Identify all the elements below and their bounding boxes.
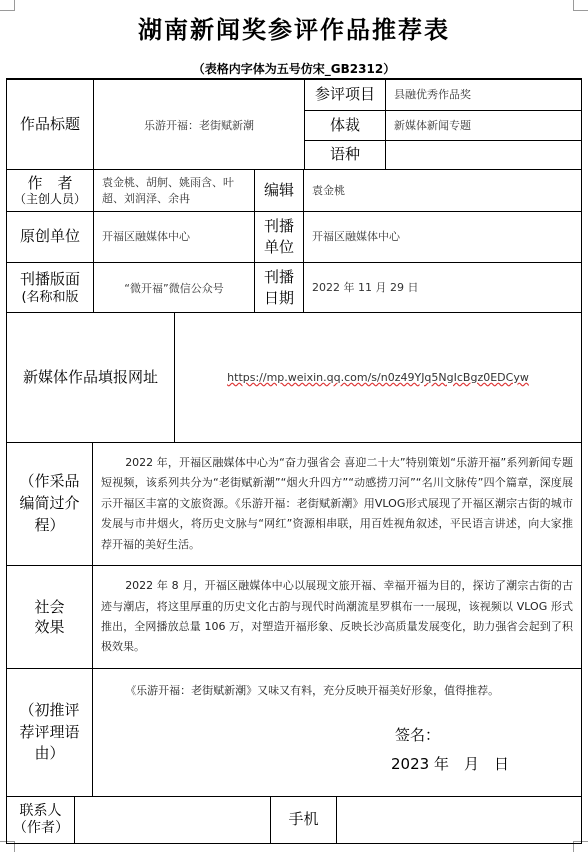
signature-label: 签名： <box>395 726 441 744</box>
publish-unit-label-line2: 单位 <box>263 238 294 256</box>
contact-value <box>75 797 270 843</box>
contact-label: 联系人（作者） <box>13 802 69 836</box>
phone-label: 手机 <box>288 810 319 829</box>
publish-date-label-line2: 日期 <box>263 288 294 307</box>
language-label: 语种 <box>329 145 360 164</box>
page-title: 湖南新闻奖参评作品推荐表 <box>138 16 450 44</box>
authors-value: 袁金桃、胡舸、姚雨含、叶超、刘润泽、余冉 <box>102 175 234 205</box>
original-unit-value: 开福区融媒体中心 <box>102 230 190 244</box>
work-url-link[interactable]: https://mp.weixin.qq.com/s/n0z49YJq5NgIcBgz0EDCyw <box>227 371 529 384</box>
intro-label: （作采品编简过介程） <box>19 472 80 534</box>
author-label-line2: （主创人员） <box>13 192 86 207</box>
recommend-text: 《乐游开福：老街赋新潮》又味又有料，充分反映开福美好形象，值得推荐。 <box>125 684 500 697</box>
genre-value: 新媒体新闻专题 <box>394 118 471 132</box>
publish-date-label-line1: 刊播 <box>263 267 294 286</box>
effect-label: 社会效果 <box>34 597 65 636</box>
language-value <box>386 141 581 169</box>
table-border-right <box>581 78 582 844</box>
work-title-value: 乐游开福：老街赋新潮 <box>144 118 254 132</box>
intro-text: 2022 年，开福区融媒体中心为“奋力强省会 喜迎二十大”特别策划“乐游开福”系列新闻专题短视频，该系列共分为“老街赋新潮”“烟火升四方”“动感捞刀河”“名川文脉传”四个篇章，深度展示开福区丰富的文旅资源。《乐游开福：老街赋新潮》用VLOG形式展现了开福区潮宗古街的城市发展与市井烟火，将历史文脉与“网红”资源相串联，用百姓视角叙述，平民语言讲述，向大家推荐开福的美好生活。 <box>101 456 573 551</box>
effect-text: 2022 年 8 月，开福区融媒体中心以展现文旅开福、幸福开福为目的，探访了潮宗古街的古迹与潮店，将这里厚重的历史文化古韵与现代时尚潮流星罗棋布一一展现，该视频以 VLOG 形式推出，全网播放总量 106 万，对塑造开福形象、反映长沙高质量发展变化，助力强省会起到了积极效果。 <box>101 579 573 654</box>
work-title-label: 作品标题 <box>19 114 80 133</box>
editor-value: 袁金桃 <box>312 183 345 197</box>
publish-date-label <box>255 263 303 312</box>
author-label <box>7 170 93 211</box>
publish-section-label <box>7 263 93 312</box>
recommend-label: （初推评荐评理语由） <box>19 700 80 763</box>
category-item-label: 参评项目 <box>314 85 375 104</box>
genre-label: 体裁 <box>329 115 360 134</box>
publish-date-value: 2022 年 11 月 29 日 <box>312 280 419 294</box>
table-border-bottom <box>6 843 582 844</box>
publish-section-label-line2: (名称和版 <box>21 289 79 305</box>
original-unit-label: 原创单位 <box>19 227 80 246</box>
publish-section-label-line1: 刊播版面 <box>19 269 80 288</box>
url-cell <box>175 313 581 442</box>
sign-date: 2023 年 月 日 <box>391 755 509 773</box>
page-subtitle: （表格内字体为五号仿宋_GB2312） <box>192 62 396 76</box>
author-label-line1: 作 者 <box>27 173 73 192</box>
editor-label: 编辑 <box>263 180 294 199</box>
url-label: 新媒体作品填报网址 <box>22 367 158 386</box>
publish-unit-value: 开福区融媒体中心 <box>312 230 400 244</box>
publish-unit-label <box>255 212 303 262</box>
recommend-cell <box>93 669 581 796</box>
phone-value <box>337 797 581 843</box>
category-item-value: 县融优秀作品奖 <box>394 88 471 102</box>
publish-unit-label-line1: 刊播 <box>263 217 294 235</box>
publish-section-value: “微开福”微信公众号 <box>124 281 224 295</box>
